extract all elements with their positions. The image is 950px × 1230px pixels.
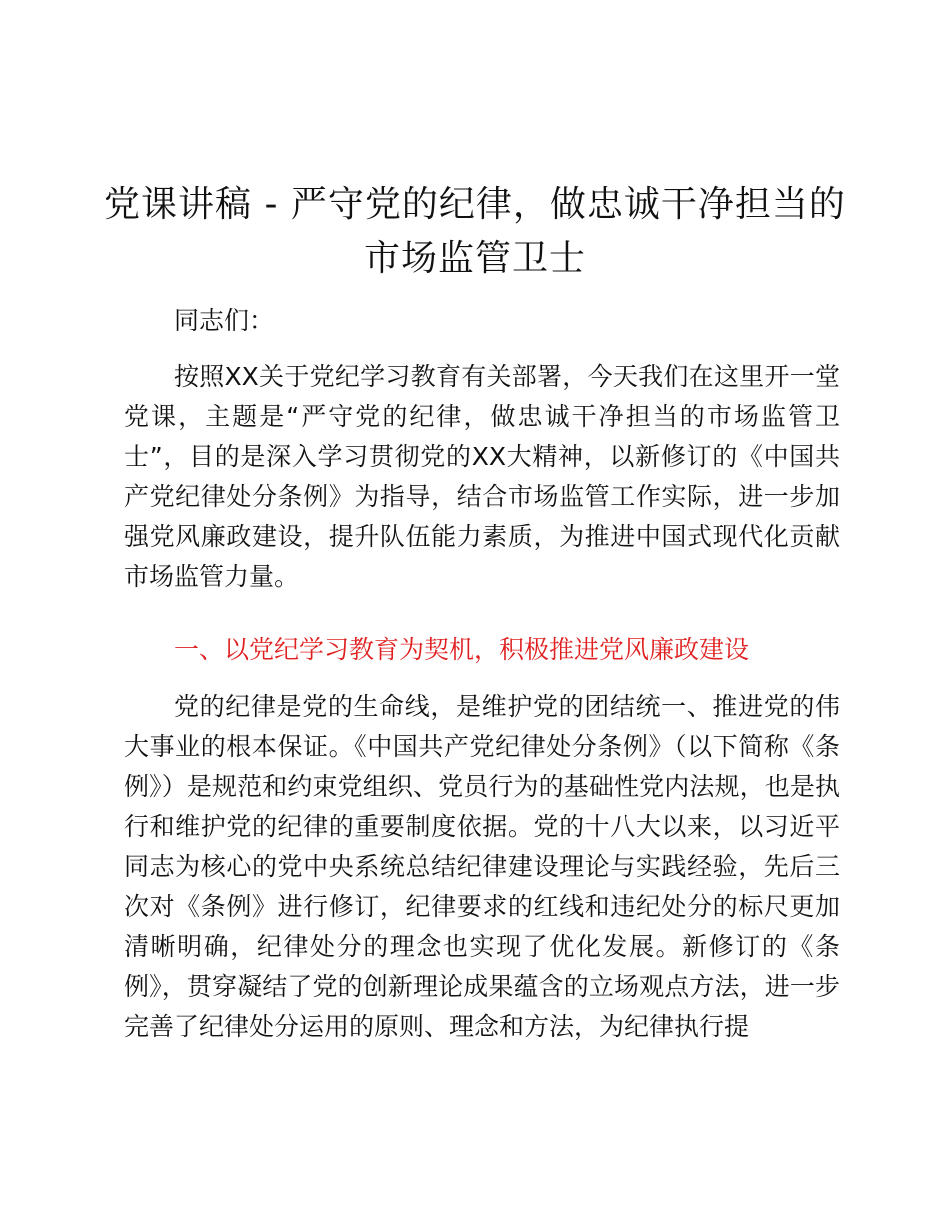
- salutation: 同志们：: [174, 306, 275, 335]
- document-title-line1: 党课讲稿 - 严守党的纪律，做忠诚干净担当的: [104, 184, 846, 225]
- paragraph-intro: 按照XX关于党纪学习教育有关部署，今天我们在这里开一堂党课，主题是“严守党的纪律，做忠诚干净担当的市场监管卫士”，目的是深入学习贯彻党的XX大精神，以新修订的《中国共产党纪律处分条例》为指导，结合市场监管工作实际，进一步加强党风廉政建设，提升队伍能力素质，为推进中国式现代化贡献市场监管力量。: [124, 362, 840, 591]
- paragraph-section1: 党的纪律是党的生命线，是维护党的团结统一、推进党的伟大事业的根本保证。《中国共产党纪律处分条例》（以下简称《条例》）是规范和约束党组织、党员行为的基础性党内法规，也是执行和维护党的纪律的重要制度依据。党的十八大以来，以习近平同志为核心的党中央系统总结纪律建设理论与实践经验，先后三次对《条例》进行修订，纪律要求的红线和违纪处分的标尺更加清晰明确，纪律处分的理念也实现了优化发展。新修订的《条例》，贯穿凝结了党的创新理论成果蕴含的立场观点方法，进一步完善了纪律处分运用的原则、理念和方法，为纪律执行提: [124, 692, 840, 1041]
- section-heading-1: 一、以党纪学习教育为契机，积极推进党风廉政建设: [174, 635, 750, 664]
- document-title-line2: 市场监管卫士: [363, 238, 586, 279]
